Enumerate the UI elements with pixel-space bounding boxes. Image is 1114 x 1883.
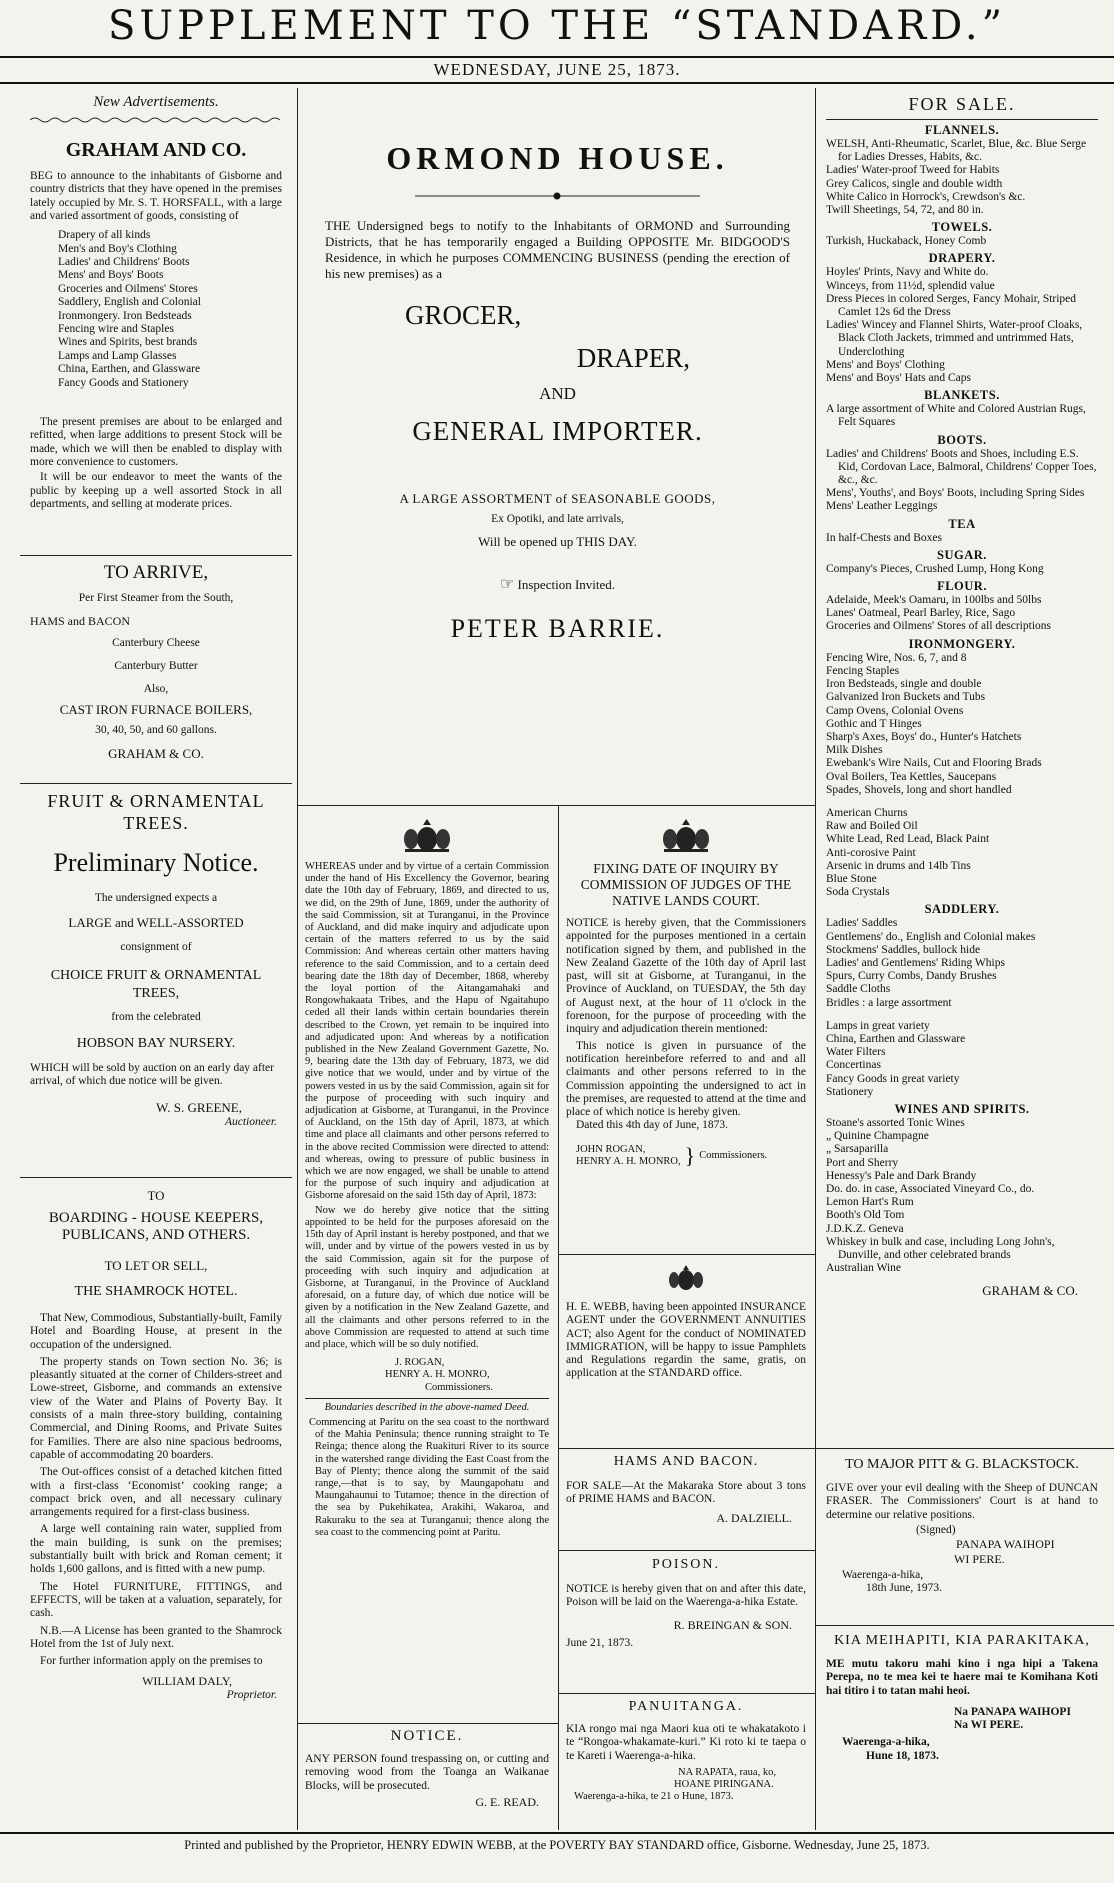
forsale-item: Raw and Boiled Oil: [826, 820, 918, 833]
read-sign: G. E. READ.: [475, 1794, 539, 1809]
forsale-section-list: [826, 594, 1098, 634]
forsale-item: [826, 1010, 1098, 1020]
column-divider: [815, 88, 816, 1830]
forsale-item: Australian Wine: [826, 1262, 902, 1275]
shamrock-para: N.B.—A License has been granted to the Shamrock Hotel from the 1st of July next.: [30, 1624, 282, 1650]
forsale-item: [826, 797, 1098, 807]
commission-para-2: Now we do hereby give notice that the sitting appointed to be held for the purposes aforesaid on the 15th day of April instant is hereby postponed, and that we will, under and by virtue of the powers vested in us by the said Commission, again sit for the purpose of proceeding with such inquiry and adjudication at Gisborne, at Turanganui, in the Province of Auckland aforesaid, on a future day, of which due notice will be given by a notification in the New Zealand Gazette, and all the claimants and other persons referred to in the above Commission are requested to attend at such time and place, which will be so duly notified.: [305, 1204, 549, 1350]
for-sale-sections: [826, 123, 1098, 1275]
boilers-line: CAST IRON FURNACE BOILERS,: [59, 702, 253, 718]
column-divider: [297, 88, 298, 1830]
royal-crest-icon: [654, 815, 718, 855]
panui-date: Waerenga-a-hika, te 21 o Hune, 1873.: [574, 1791, 734, 1803]
list-item: Fancy Goods and Stationery: [58, 376, 189, 389]
footer-rule: [0, 1832, 1114, 1834]
meihapiti-place: Waerenga-a-hika,: [842, 1736, 930, 1749]
pitt-body: GIVE over your evil dealing with the Sheep of DUNCAN FRASER. The Commissioners' Court is at hand to determine our relative positions.: [826, 1482, 1098, 1521]
forsale-section-list: [826, 532, 1098, 545]
brace-icon: }: [684, 1142, 696, 1168]
forsale-section-heading: DRAPERY.: [928, 251, 996, 266]
poison-title: POISON.: [651, 1557, 721, 1572]
panui-body: KIA rongo mai nga Maori kua oti te whakatakoto i te “Rongoa-whakamate-kuri.” Ki roto ki te taepa o te Kareti i Waerenga-a-hika.: [566, 1723, 806, 1762]
hams-body: FOR SALE—At the Makaraka Store about 3 tons of PRIME HAMS and BACON.: [566, 1480, 806, 1506]
shamrock-para: The Out-offices consist of a detached kitchen fitted with a first-class ‘Economist’ cooking range; a compact brick oven, and all necessary culinary arrangements required for a first-class business.: [30, 1466, 282, 1519]
forsale-item: Stoane's assorted Tonic Wines: [826, 1116, 965, 1129]
forsale-item: Galvanized Iron Buckets and Tubs: [826, 691, 986, 704]
inspection-text: Inspection Invited.: [517, 577, 616, 593]
inspection-line: [325, 574, 790, 594]
boundaries-title: Boundaries described in the above-named Deed.: [324, 1401, 530, 1413]
forsale-section-list: [826, 1117, 1098, 1275]
forsale-item: Stationery: [826, 1085, 874, 1098]
forsale-item: Fencing Wire, Nos. 6, 7, and 8: [826, 651, 967, 664]
forsale-item: Fancy Goods in great variety: [826, 1072, 960, 1085]
ormond-intro: THE Undersigned begs to notify to the Inhabitants of ORMOND and Surrounding Districts, that he has temporarily engaged a Building OPPOSITE Mr. BIDGOOD'S Residence, in which he purposes COMMENCING BUSINESS (pending the erection of his new premises) as a: [325, 218, 790, 281]
forsale-section-list: [826, 266, 1098, 385]
forsale-item: Adelaide, Meek's Oamaru, in 100lbs and 50lbs: [826, 594, 1042, 607]
fruit-line-1: The undersigned expects a: [94, 892, 218, 904]
inquiry-title: FIXING DATE OF INQUIRY BY COMMISSION OF JUDGES OF THE NATIVE LANDS COURT.: [580, 861, 792, 908]
meihapiti-sign-2: Na WI PERE.: [954, 1719, 1024, 1732]
shamrock-let: TO LET OR SELL,: [104, 1258, 208, 1273]
forsale-item: „ Sarsaparilla: [826, 1143, 889, 1156]
forsale-item: Do. do. in case, Associated Vineyard Co., do.: [826, 1183, 1035, 1195]
inquiry-sign-1: JOHN ROGAN,: [576, 1143, 646, 1155]
to-arrive-title: TO ARRIVE,: [103, 562, 209, 583]
breingan-sign: R. BREINGAN & SON.: [673, 1617, 792, 1632]
inquiry-notice: [566, 815, 806, 1169]
gallons-line: 30, 40, 50, and 60 gallons.: [95, 724, 217, 737]
barrie-sign: PETER BARRIE.: [450, 614, 665, 644]
graham-goods-list: [30, 229, 282, 390]
nursery-name: HOBSON BAY NURSERY.: [76, 1035, 236, 1051]
fruit-line-5: from the celebrated: [111, 1010, 201, 1023]
pointing-hand-icon: ☞: [499, 576, 515, 594]
forsale-section-list: [826, 448, 1098, 514]
for-sale-title: FOR SALE.: [908, 94, 1016, 114]
forsale-item: Ladies' Wincey and Flannel Shirts, Water-proof Cloaks, Black Cloth Jackets, trimmed and untrimmed Hats, Underclothing: [826, 319, 1083, 358]
forsale-section-heading: SUGAR.: [937, 547, 987, 562]
daly-sign: WILLIAM DALY,: [142, 1674, 232, 1689]
list-item: Fencing wire and Staples: [58, 323, 174, 336]
forsale-section-list: [826, 652, 1098, 900]
cheese-line: Canterbury Cheese: [112, 636, 200, 649]
forsale-item: Ladies' Saddles: [826, 917, 898, 930]
poison-body: NOTICE is hereby given that on and after this date, Poison will be laid on the Waerenga-a-hika Estate.: [566, 1583, 806, 1609]
boundaries-text: Commencing at Paritu on the sea coast to the northward of the Mahia Peninsula; thence running straight to Te Reinga; thence along the Ruakituri River to its source in the watershed range dividing the East Coast from the Bay of Plenty; thence along the summit of the said range,—that is to say, by Maungapohatu and Maungahaunui to Tutamoe; thence in the direction of the sea by Pukehikatea, Arakihi, Wakaroa, and Rakuraku to the sea at Turanganui; thence along the sea coast to the commencing point at Paritu.: [309, 1416, 549, 1538]
forsale-item: Company's Pieces, Crushed Lump, Hong Kong: [826, 562, 1044, 575]
section-divider: [20, 783, 292, 784]
meihapiti-date: Hune 18, 1873.: [866, 1749, 939, 1762]
masthead-title: SUPPLEMENT TO THE “STANDARD.”: [107, 3, 1007, 49]
forsale-item: Groceries and Oilmens' Stores of all descriptions: [826, 620, 1051, 633]
section-divider: [815, 1625, 1114, 1626]
panui-sign-1: NA RAPATA, raua, ko,: [678, 1766, 776, 1778]
section-divider: [558, 1448, 815, 1449]
pitt-sign-1: PANAPA WAIHOPI: [956, 1537, 1055, 1552]
panuitanga-ad: [566, 1699, 806, 1804]
forsale-item: Ewebank's Wire Nails, Cut and Flooring Brads: [826, 757, 1042, 770]
meihapiti-ad: [826, 1632, 1098, 1763]
list-item: Lamps and Lamp Glasses: [58, 349, 177, 362]
section-divider: [826, 119, 1098, 120]
forsale-item: In half-Chests and Boxes: [826, 531, 942, 544]
forsale-sign: GRAHAM & CO.: [982, 1283, 1078, 1299]
forsale-item: A large assortment of White and Colored Austrian Rugs, Felt Squares: [826, 403, 1086, 429]
also-line: Also,: [143, 683, 169, 696]
forsale-item: WELSH, Anti-Rheumatic, Scarlet, Blue, &c. Blue Serge for Ladies Dresses, Habits, &c.: [826, 138, 1087, 164]
shamrock-para: The Hotel FURNITURE, FITTINGS, and EFFECTS, will be taken at a valuation, separately, for cash.: [30, 1580, 282, 1620]
shamrock-name: THE SHAMROCK HOTEL.: [74, 1284, 238, 1299]
forsale-item: Stockmens' Saddles, bullock hide: [826, 943, 981, 956]
forsale-item: Mens' Leather Leggings: [826, 500, 938, 513]
forsale-item: Lemon Hart's Rum: [826, 1196, 914, 1209]
commission-sign-3: Commissioners.: [425, 1381, 493, 1393]
section-divider: [297, 1723, 558, 1724]
forsale-item: Spades, Shovels, long and short handled: [826, 783, 1012, 796]
masthead-rule-bottom: [0, 82, 1114, 84]
list-item: Wines and Spirits, best brands: [58, 336, 198, 349]
forsale-item: Mens' and Boys' Hats and Caps: [826, 372, 972, 385]
crest-icon: [664, 1263, 708, 1293]
list-item: Groceries and Oilmens' Stores: [58, 282, 198, 295]
list-item: Men's and Boy's Clothing: [58, 242, 177, 255]
to-arrive-sign: GRAHAM & CO.: [108, 745, 204, 761]
wavy-rule: [30, 116, 282, 124]
forsale-item: Turkish, Huckaback, Honey Comb: [826, 235, 987, 248]
column-left: [30, 94, 282, 511]
forsale-section-heading: SADDLERY.: [924, 902, 1000, 917]
section-divider: [558, 1693, 815, 1694]
commission-sign-2: HENRY A. H. MONRO,: [385, 1369, 490, 1381]
forsale-item: Oval Boilers, Tea Kettles, Saucepans: [826, 770, 997, 783]
ormond-house-ad: [325, 140, 790, 644]
forsale-item: Ladies' and Gentlemens' Riding Whips: [826, 956, 1005, 969]
new-ads-heading: New Advertisements.: [93, 94, 219, 110]
forsale-item: Winceys, from 11½d, splendid value: [826, 279, 995, 292]
forsale-item: White Lead, Red Lead, Black Paint: [826, 833, 990, 846]
grocer-line: GROCER,: [405, 300, 522, 330]
dalziell-sign: A. DALZIELL.: [716, 1510, 792, 1525]
pitt-ad: [826, 1456, 1098, 1596]
graham-para-1: The present premises are about to be enlarged and refitted, when large additions to present Stock will be made, which we will then be enabled to display with more convenience to customers.: [30, 416, 282, 468]
fruit-line-2: LARGE and WELL-ASSORTED: [68, 915, 244, 931]
forsale-item: Bridles : a large assortment: [826, 996, 952, 1009]
graham-title: GRAHAM AND CO.: [65, 139, 247, 161]
shamrock-heading: BOARDING - HOUSE KEEPERS, PUBLICANS, AND OTHERS.: [48, 1210, 264, 1243]
section-divider: [20, 555, 292, 556]
inquiry-para-2: This notice is given in pursuance of the notification hereinbefore referred to and and all claimants and other persons referred to in the Commission appointing the undersigned to act in the premises, are requested to attend at the time and place of which notice is hereby given.: [566, 1039, 806, 1119]
list-item: Drapery of all kinds: [58, 229, 151, 242]
forsale-item: Port and Sherry: [826, 1156, 899, 1169]
forsale-item: Ladies' and Childrens' Boots and Shoes, including E.S. Kid, Cordovan Lace, Balmoral, Childrens' Copper Toes, &c., &c.: [826, 447, 1097, 487]
forsale-item: China, Earthen and Glassware: [826, 1032, 966, 1045]
meihapiti-sign-1: Na PANAPA WAIHOPI: [954, 1705, 1071, 1718]
forsale-section-heading: BOOTS.: [937, 432, 987, 447]
forsale-section-list: [826, 917, 1098, 1099]
forsale-section-heading: TOWELS.: [931, 220, 993, 235]
and-line: AND: [539, 384, 576, 403]
meihapiti-body: ME mutu takoru mahi kino i nga hipi a Takena Perepa, no te mea kei te haere mai te Komihana Koti hai titiro i to tatan mahi heoi.: [826, 1658, 1098, 1697]
opened-line: Will be opened up THIS DAY.: [478, 534, 637, 550]
issue-date: WEDNESDAY, JUNE 25, 1873.: [433, 60, 681, 79]
ex-line: Ex Opotiki, and late arrivals,: [491, 513, 624, 525]
forsale-item: Ladies' Water-proof Tweed for Habits: [826, 164, 1000, 177]
forsale-section-list: [826, 235, 1098, 248]
fruit-line-4: CHOICE FRUIT & ORNAMENTAL TREES,: [50, 967, 262, 1001]
section-divider: [297, 805, 815, 806]
forsale-item: Spurs, Curry Combs, Dandy Brushes: [826, 970, 997, 983]
forsale-item: Lamps in great variety: [826, 1019, 930, 1032]
graham-intro: BEG to announce to the inhabitants of Gisborne and country districts that they have opened in the premises lately occupied by Mr. S. T. HORSFALL, with a large and varied assortment of goods, consisting of: [30, 170, 282, 222]
fruit-line-3: consignment of: [120, 941, 192, 954]
section-divider: [558, 1550, 815, 1551]
pitt-signed: (Signed): [916, 1523, 956, 1536]
forsale-item: Grey Calicos, single and double width: [826, 177, 1003, 190]
section-divider: [558, 1254, 815, 1255]
prelim-notice: Preliminary Notice.: [53, 848, 259, 877]
notice-body: ANY PERSON found trespassing on, or cutting and removing wood from the Toanga an Waikanae Blocks, will be prosecuted.: [305, 1753, 549, 1792]
forsale-section-heading: BLANKETS.: [924, 388, 1000, 403]
commission-sign-1: J. ROGAN,: [395, 1357, 445, 1369]
inquiry-para-1: NOTICE is hereby given, that the Commissioners appointed for the purposes mentioned in a certain notification signed by them, and published in the New Zealand Gazette of the 10th day of April last past, will sit at Gisborne, at Turanganui, in the Province of Auckland, on TUESDAY, the 5th day of August next, at the hour of 11 o'clock in the forenoon, for the purpose of proceeding with the inquiry and adjudication therein mentioned:: [566, 917, 806, 1036]
inquiry-signatures: [566, 1143, 806, 1169]
graham-para-2: It will be our endeavor to meet the wants of the public by keeping up a well assorted Stock in all departments, and selling at moderate prices.: [30, 471, 282, 510]
list-item: Ironmongery. Iron Bedsteads: [58, 309, 192, 322]
fruit-title: FRUIT & ORNAMENTAL TREES.: [47, 791, 265, 833]
notice-title: NOTICE.: [390, 1728, 464, 1744]
pitt-place: Waerenga-a-hika,: [842, 1569, 924, 1582]
forsale-item: Soda Crystals: [826, 886, 890, 899]
column-divider: [558, 806, 559, 1830]
hams-title: HAMS AND BACON.: [613, 1454, 759, 1469]
hams-ad: [566, 1454, 806, 1526]
shamrock-to: TO: [147, 1188, 165, 1203]
forsale-item: Gothic and T Hinges: [826, 717, 922, 730]
forsale-section-heading: FLANNELS.: [924, 123, 1000, 137]
forsale-section-heading: IRONMONGERY.: [908, 636, 1016, 651]
forsale-item: Twill Sheetings, 54, 72, and 80 in.: [826, 204, 984, 217]
forsale-item: Henessy's Pale and Dark Brandy: [826, 1169, 977, 1182]
panui-sign-2: HOANE PIRINGANA.: [674, 1779, 774, 1791]
webb-body: H. E. WEBB, having been appointed INSURANCE AGENT under the GOVERNMENT ANNUITIES ACT; also Agent for the conduct of NOMINATED IMMIGRATION, will be happy to issue Pamphlets and Regulations regardin the same, gratis, on application at the STANDARD office.: [566, 1301, 806, 1380]
webb-ad: [566, 1263, 806, 1381]
forsale-item: Fencing Staples: [826, 664, 900, 677]
section-divider: [305, 1398, 549, 1399]
hams-line: HAMS and BACON: [30, 614, 131, 629]
shamrock-para: For further information apply on the premises to: [40, 1655, 263, 1668]
forsale-item: Sharp's Axes, Boys' do., Hunter's Hatchets: [826, 730, 1022, 743]
greene-sign: W. S. GREENE,: [156, 1100, 242, 1116]
commission-notice: [305, 815, 549, 1539]
forsale-section-heading: WINES AND SPIRITS.: [894, 1101, 1030, 1116]
shamrock-para: That New, Commodious, Substantially-built, Family Hotel and Boarding House, at present in the occupation of the undersigned.: [30, 1312, 282, 1351]
forsale-section-list: [826, 138, 1098, 217]
fruit-trees-ad: [30, 790, 282, 1130]
pitt-sign-2: WI PERE.: [954, 1552, 1005, 1567]
notice-ad: [305, 1728, 549, 1810]
inquiry-sign-3: Commissioners.: [699, 1149, 768, 1161]
forsale-item: Mens' and Boys' Clothing: [826, 358, 945, 371]
ormond-title: ORMOND HOUSE.: [386, 140, 729, 176]
forsale-section-heading: FLOUR.: [937, 579, 987, 594]
greene-role: Auctioneer.: [224, 1116, 277, 1129]
forsale-item: Arsenic in drums and 14lb Tins: [826, 859, 971, 872]
forsale-item: Hoyles' Prints, Navy and White do.: [826, 266, 989, 279]
list-item: Ladies' and Childrens' Boots: [58, 256, 190, 268]
section-divider: [815, 1448, 1114, 1449]
shamrock-para: The property stands on Town section No. 36; is pleasantly situated at the corner of Childers-street and Lowe-street, Gisborne, and commands an extensive view of the Water and Plains of Poverty Bay. It consists of a main three-story building, containing Commercial, and Dining Rooms, and Private Suites for Families. There are also nine spacious bedrooms, capable of accommodating 20 boarders.: [30, 1355, 282, 1461]
forsale-item: Mens', Youths', and Boys' Boots, including Spring Sides: [826, 487, 1085, 500]
forsale-section-heading: TEA: [948, 516, 976, 531]
inquiry-sign-2: HENRY A. H. MONRO,: [576, 1155, 681, 1167]
list-item: Mens' and Boys' Boots: [58, 269, 164, 282]
list-item: China, Earthen, and Glassware: [58, 363, 201, 376]
daly-role: Proprietor.: [226, 1689, 277, 1702]
forsale-item: Dress Pieces in colored Serges, Fancy Mohair, Striped Camlet 12s 6d the Dress: [826, 292, 1077, 319]
forsale-item: Anti-corosive Paint: [826, 846, 916, 859]
forsale-item: American Churns: [826, 806, 908, 819]
forsale-item: Saddle Cloths: [826, 983, 891, 996]
pitt-date: 18th June, 1973.: [866, 1582, 943, 1595]
assortment-line: A LARGE ASSORTMENT of SEASONABLE GOODS,: [399, 491, 716, 506]
to-arrive-ad: [30, 562, 282, 762]
poison-ad: [566, 1557, 806, 1650]
for-sale-ad: [826, 94, 1098, 1299]
forsale-item: Whiskey in bulk and case, including Long John's, Dunville, and other celebrated brands: [826, 1235, 1055, 1262]
forsale-item: Camp Ovens, Colonial Ovens: [826, 704, 964, 717]
inquiry-dated: Dated this 4th day of June, 1873.: [576, 1119, 729, 1132]
masthead-rule: [0, 56, 1114, 58]
poison-date: June 21, 1873.: [566, 1636, 634, 1649]
section-divider: [20, 1177, 292, 1178]
ornament-rule: [325, 189, 790, 203]
fruit-body: WHICH will be sold by auction on an early day after arrival, of which due notice will be given.: [30, 1061, 274, 1088]
list-item: Saddlery, English and Colonial: [58, 296, 201, 309]
imprint: Printed and published by the Proprietor, HENRY EDWIN WEBB, at the POVERTY BAY STANDARD office, Gisborne. Wednesday, June 25, 1873.: [184, 1838, 930, 1852]
butter-line: Canterbury Butter: [114, 659, 198, 672]
forsale-item: Booth's Old Tom: [826, 1209, 905, 1222]
forsale-section-list: [826, 403, 1098, 429]
forsale-item: Blue Stone: [826, 872, 877, 885]
forsale-item: White Calico in Horrock's, Crewdson's &c.: [826, 190, 1026, 203]
forsale-section-list: [826, 563, 1098, 576]
meihapiti-title: KIA MEIHAPITI, KIA PARAKITAKA,: [834, 1633, 1090, 1648]
forsale-item: Iron Bedsteads, single and double: [826, 678, 982, 691]
forsale-item: J.D.K.Z. Geneva: [826, 1222, 904, 1235]
forsale-item: Water Filters: [826, 1046, 886, 1059]
forsale-item: Lanes' Oatmeal, Pearl Barley, Rice, Sago: [826, 607, 1016, 620]
shamrock-ad: [30, 1188, 282, 1703]
pitt-title: TO MAJOR PITT & G. BLACKSTOCK.: [845, 1457, 1079, 1472]
panui-title: PANUITANGA.: [628, 1699, 744, 1714]
to-arrive-sub: Per First Steamer from the South,: [78, 592, 234, 604]
draper-line: DRAPER,: [576, 343, 690, 373]
importer-line: GENERAL IMPORTER.: [412, 416, 703, 446]
forsale-item: Gentlemens' do., English and Colonial makes: [826, 930, 1036, 943]
shamrock-para: A large well containing rain water, supplied from the main building, is sunk on the premises; substantially built with brick and Roman cement; it holds 1,600 gallons, and is fitted with a new pump.: [30, 1523, 282, 1576]
royal-crest-icon: [395, 815, 459, 855]
forsale-item: Concertinas: [826, 1059, 881, 1072]
forsale-item: Milk Dishes: [826, 744, 883, 757]
forsale-item: „ Quinine Champagne: [826, 1130, 929, 1143]
commission-para-1: WHEREAS under and by virtue of a certain Commission under the hand of His Excellency the Governor, bearing date the 10th day of February, 1869, and directed to us, we did, on the 29th of June, 1869, under the authority of the said Commission, sit at Turanganui, in the Province of Auckland, and did make inquiry and adjudicate upon certain of the matters referred to us by the said Commission: And whereas certain other matters having reference to the said Commission, and to a certain deed bearing date the 18th day of December, 1868, whereby the loyal portion of the Aitangamahaki and Rongowhakaata Tribes, and the Hapu of Ngaitahupo ceded all their lands within certain boundaries therein described to the Crown, yet remain to be inquired into and adjudicated upon: And whereas by a notification published in the New Zealand Government Gazette, No. 9, bearing date the 13th day of February, 1873, we did give notice that we would, under and by virtue of the powers vested in us by the said Commission, again sit for the purpose of proceeding with such inquiry and adjudication at Gisborne, at Turanganui, in the Province of Auckland, on the 15th day of April, 1873, at which time and place all claimants and other persons referred to in the above recited Commission were directed to attend: and whereas, owing to pressure of public business in which we are now engaged, we shall be unable to attend for the purpose of such inquiry and adjudication at Gisborne aforesaid on the said 15th day of April, 1873:: [305, 861, 549, 1202]
